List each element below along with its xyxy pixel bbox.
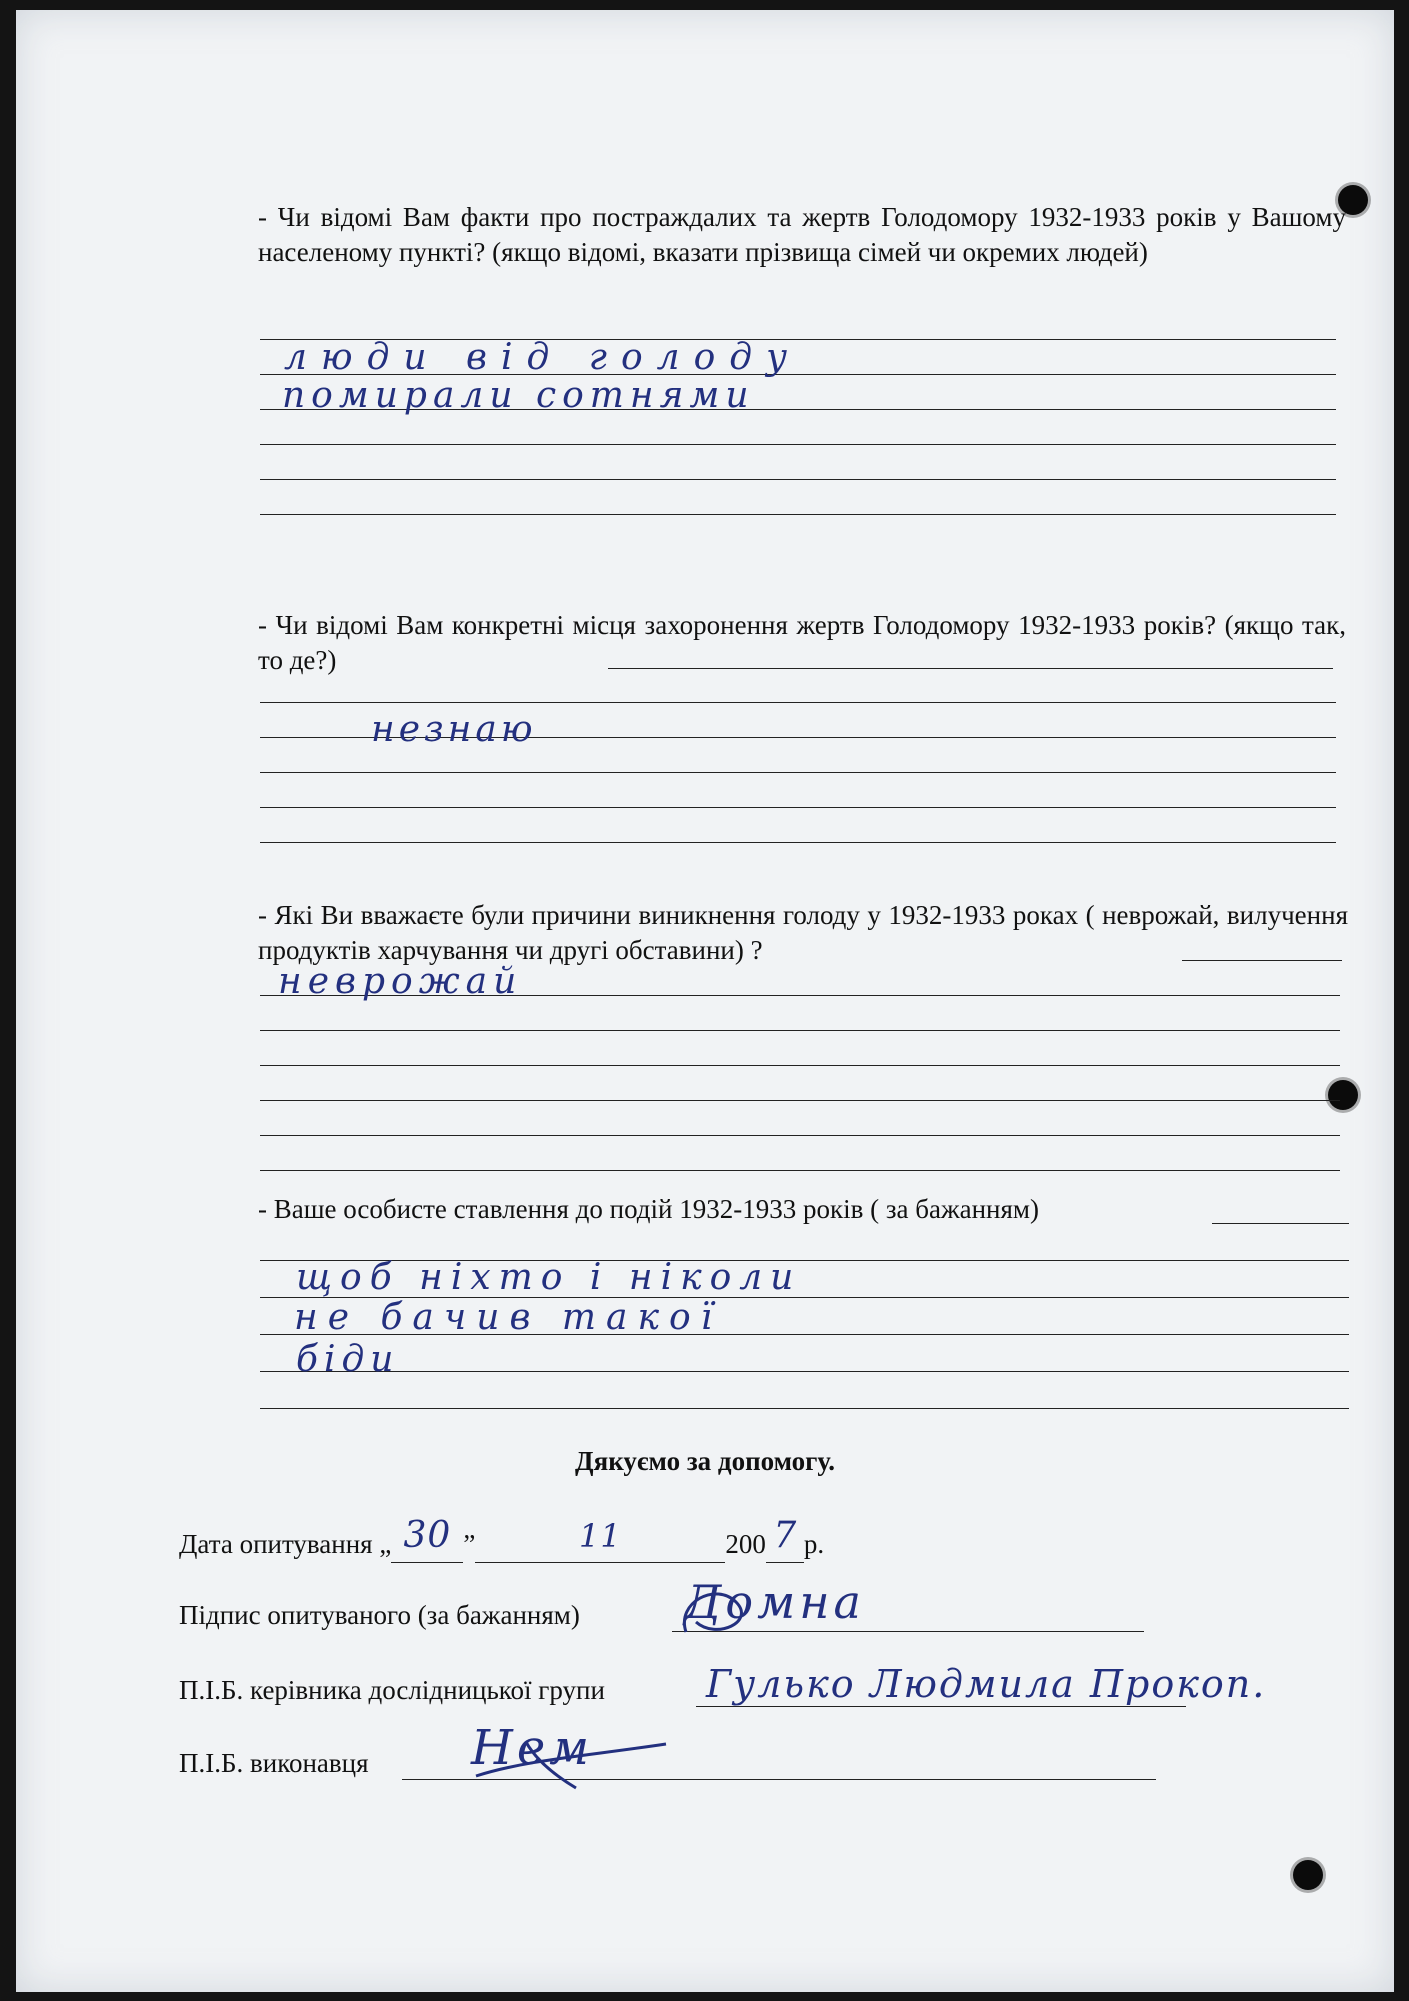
answer-line [1212,1223,1349,1224]
leader-line [696,1706,1186,1707]
answer-line [260,479,1336,480]
handwritten-answer: біди [296,1339,400,1380]
date-year-digit-value: 7 [773,1515,797,1556]
signature-label: Підпис опитуваного (за бажанням) [179,1600,580,1630]
date-year-digit [766,1515,804,1563]
date-label-text: Дата опитування „ [179,1529,392,1559]
answer-line [260,1170,1340,1171]
date-month [475,1517,725,1563]
answer-line [260,842,1336,843]
thanks-heading: Дякуємо за допомогу. [575,1446,835,1476]
executor-label: П.І.Б. виконавця [179,1748,369,1778]
date-day [391,1515,463,1563]
handwritten-answer: щоб ніхто і ніколи [296,1257,802,1298]
survey-page [16,10,1394,1992]
answer-line [260,514,1336,515]
signature-value: Домна [684,1575,865,1629]
handwritten-answer: люди від голоду [284,337,801,378]
date-month-value: 11 [578,1517,622,1555]
answer-line [260,1408,1349,1409]
answer-line [260,1100,1340,1101]
answer-line [260,444,1336,445]
question-1: - Чи відомі Вам факти про постраждалих та жертв Голодомору 1932-1933 років у Вашому населеному пункті? (якщо відомі, вказати прізвища сімей чи окремих людей) [258,202,1346,267]
handwritten-answer: помирали сотнями [282,375,755,416]
answer-line [260,702,1336,703]
answer-line [260,1065,1340,1066]
question-2-text: - Чи відомі Вам конкретні місця захоронення жертв Голодомору 1932-1933 років? (якщо так, то де?) [258,610,1346,675]
punch-hole [1293,1860,1323,1890]
handwritten-answer: не бачив такої [294,1297,723,1338]
answer-line [608,668,1333,669]
signature-scribble [666,1582,786,1642]
leader-value: Гулько Людмила Прокоп. [706,1662,1267,1706]
answer-line [1182,960,1342,961]
punch-hole [1328,1080,1358,1110]
answer-line [260,1371,1349,1372]
question-3: - Які Ви вважаєте були причини виникнення голоду у 1932-1933 роках ( неврожай, вилучення продуктів харчування чи другі обставини) ? [258,900,1348,965]
answer-line [260,807,1336,808]
answer-line [260,772,1336,773]
executor-value: Нем [471,1720,594,1776]
date-suffix: р. [803,1529,825,1559]
executor-scribble [466,1720,726,1790]
date-quote: ” [463,1529,476,1559]
date-year-prefix: 200 [725,1529,766,1559]
question-4: - Ваше особисте ставлення до подій 1932-1933 років ( за бажанням) [258,1194,1039,1224]
answer-line [260,1135,1340,1136]
date-label [179,1515,825,1563]
handwritten-answer: неврожай [278,961,523,1002]
date-day-value: 30 [403,1515,452,1556]
answer-line [260,1030,1340,1031]
handwritten-answer: незнаю [371,709,537,750]
leader-label: П.І.Б. керівника дослідницької групи [179,1675,605,1705]
